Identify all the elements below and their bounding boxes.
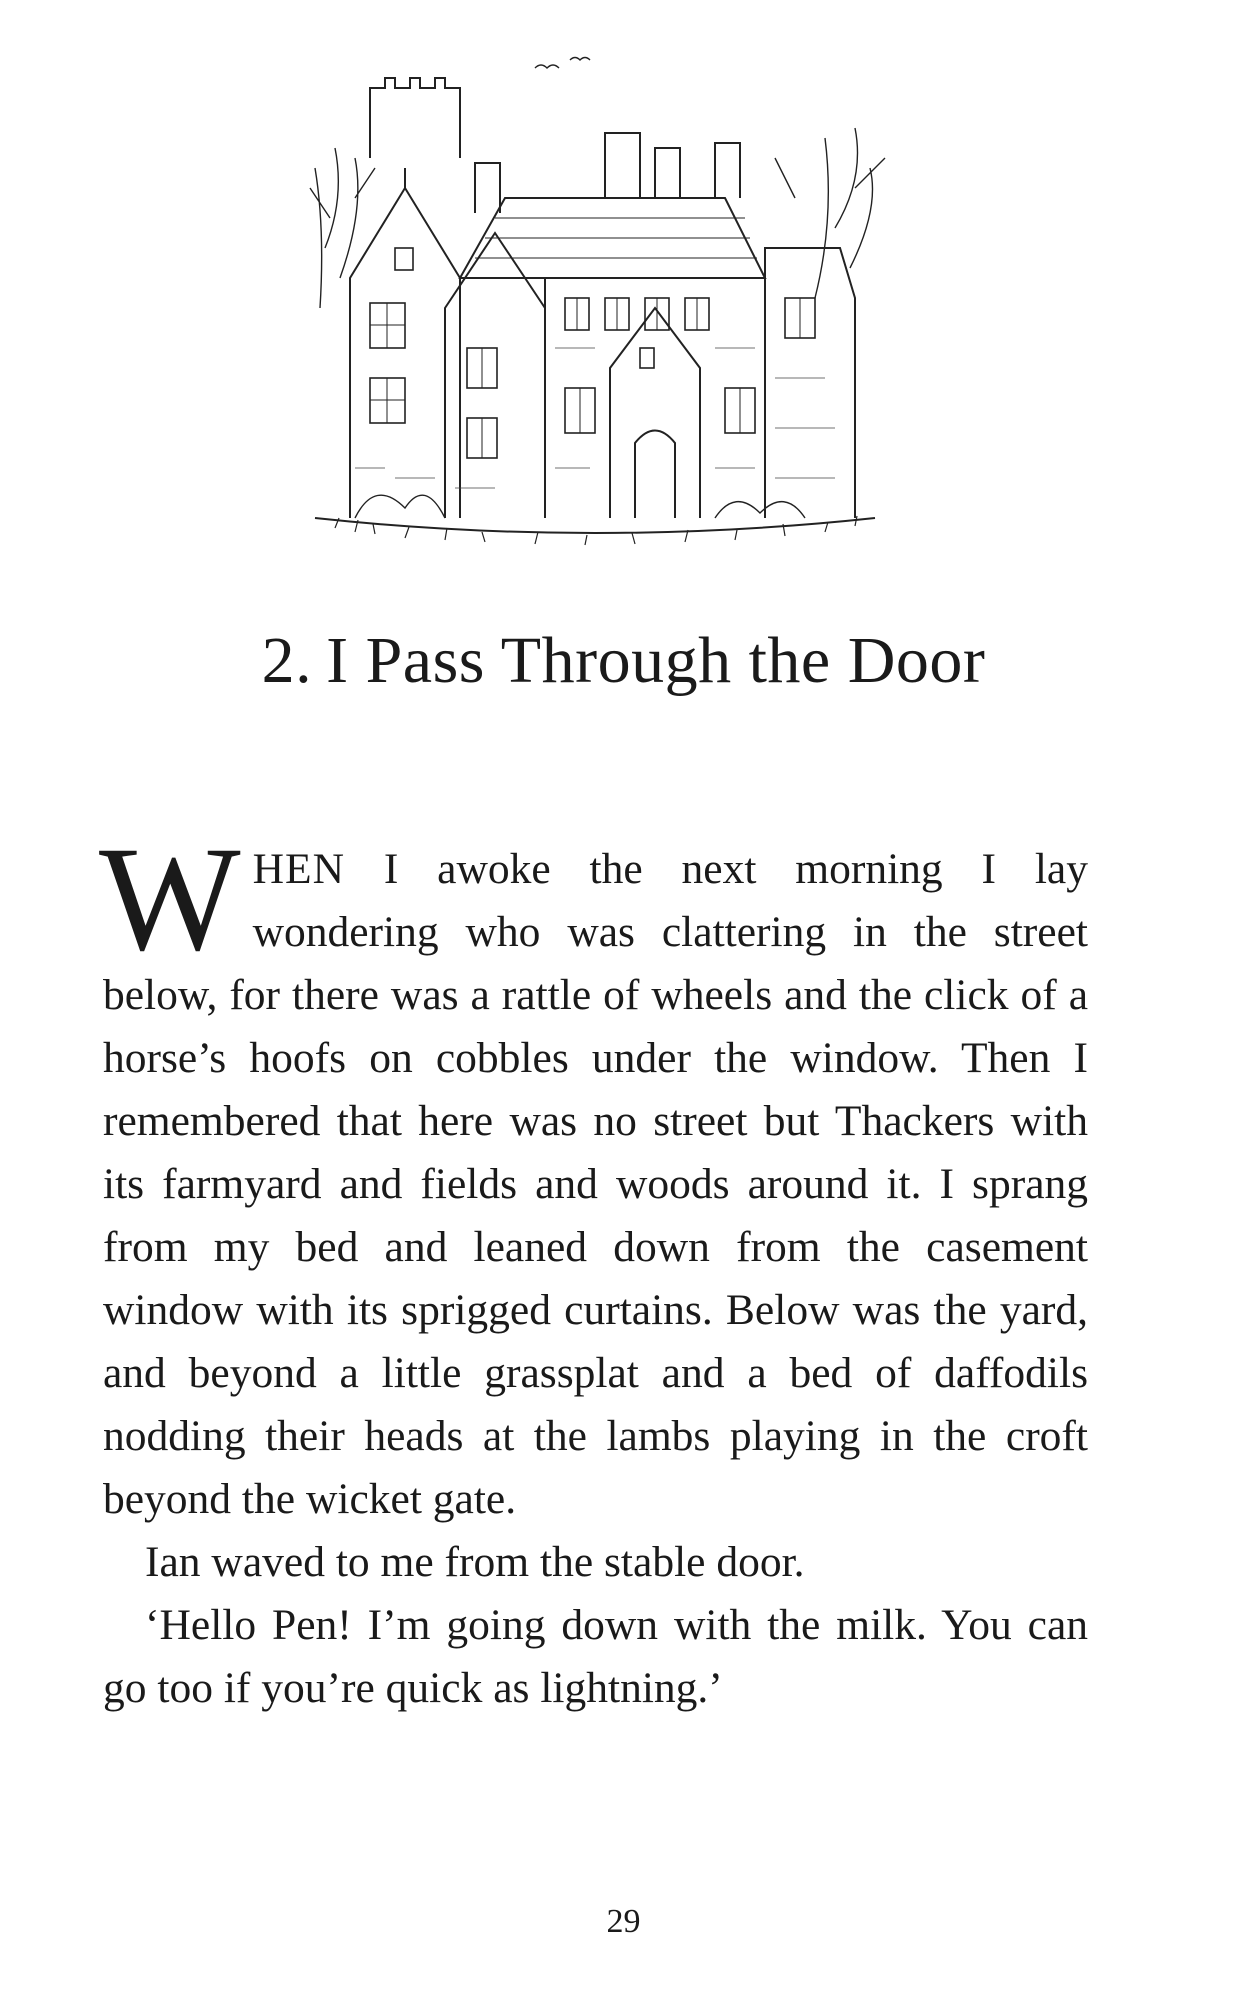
paragraph-3: ‘Hello Pen! I’m going down with the milk. You can go too if you’re quick as lightning.’ [103, 1601, 1088, 1712]
paragraph-1-text: I awoke the next morning I lay wondering who was clattering in the street below, for there was a rattle of wheels and the click of a horse’s hoofs on cobbles under the window. Then I remembered that here was no street but Thackers with its farmyard and fields and woods around it. I sprang from my bed and leaned down from the casement window with its sprigged curtains. Below was the yard, and beyond a little grassplat and a bed of daffodils nodding their heads at the lambs playing in the croft beyond the wicket gate. [103, 845, 1088, 1523]
paragraph-1-lead: HEN [252, 845, 345, 893]
chapter-number: 2. [261, 624, 313, 697]
drop-cap: W [99, 816, 241, 982]
paragraph-1 [99, 816, 1088, 1531]
manor-house-engraving-icon [295, 48, 895, 568]
body-text [99, 816, 1088, 1720]
chapter-title [0, 624, 1247, 697]
chapter-title-text: I Pass Through the Door [326, 624, 986, 697]
paragraph-2: Ian waved to me from the stable door. [145, 1538, 805, 1586]
page-number: 29 [606, 1903, 641, 1940]
